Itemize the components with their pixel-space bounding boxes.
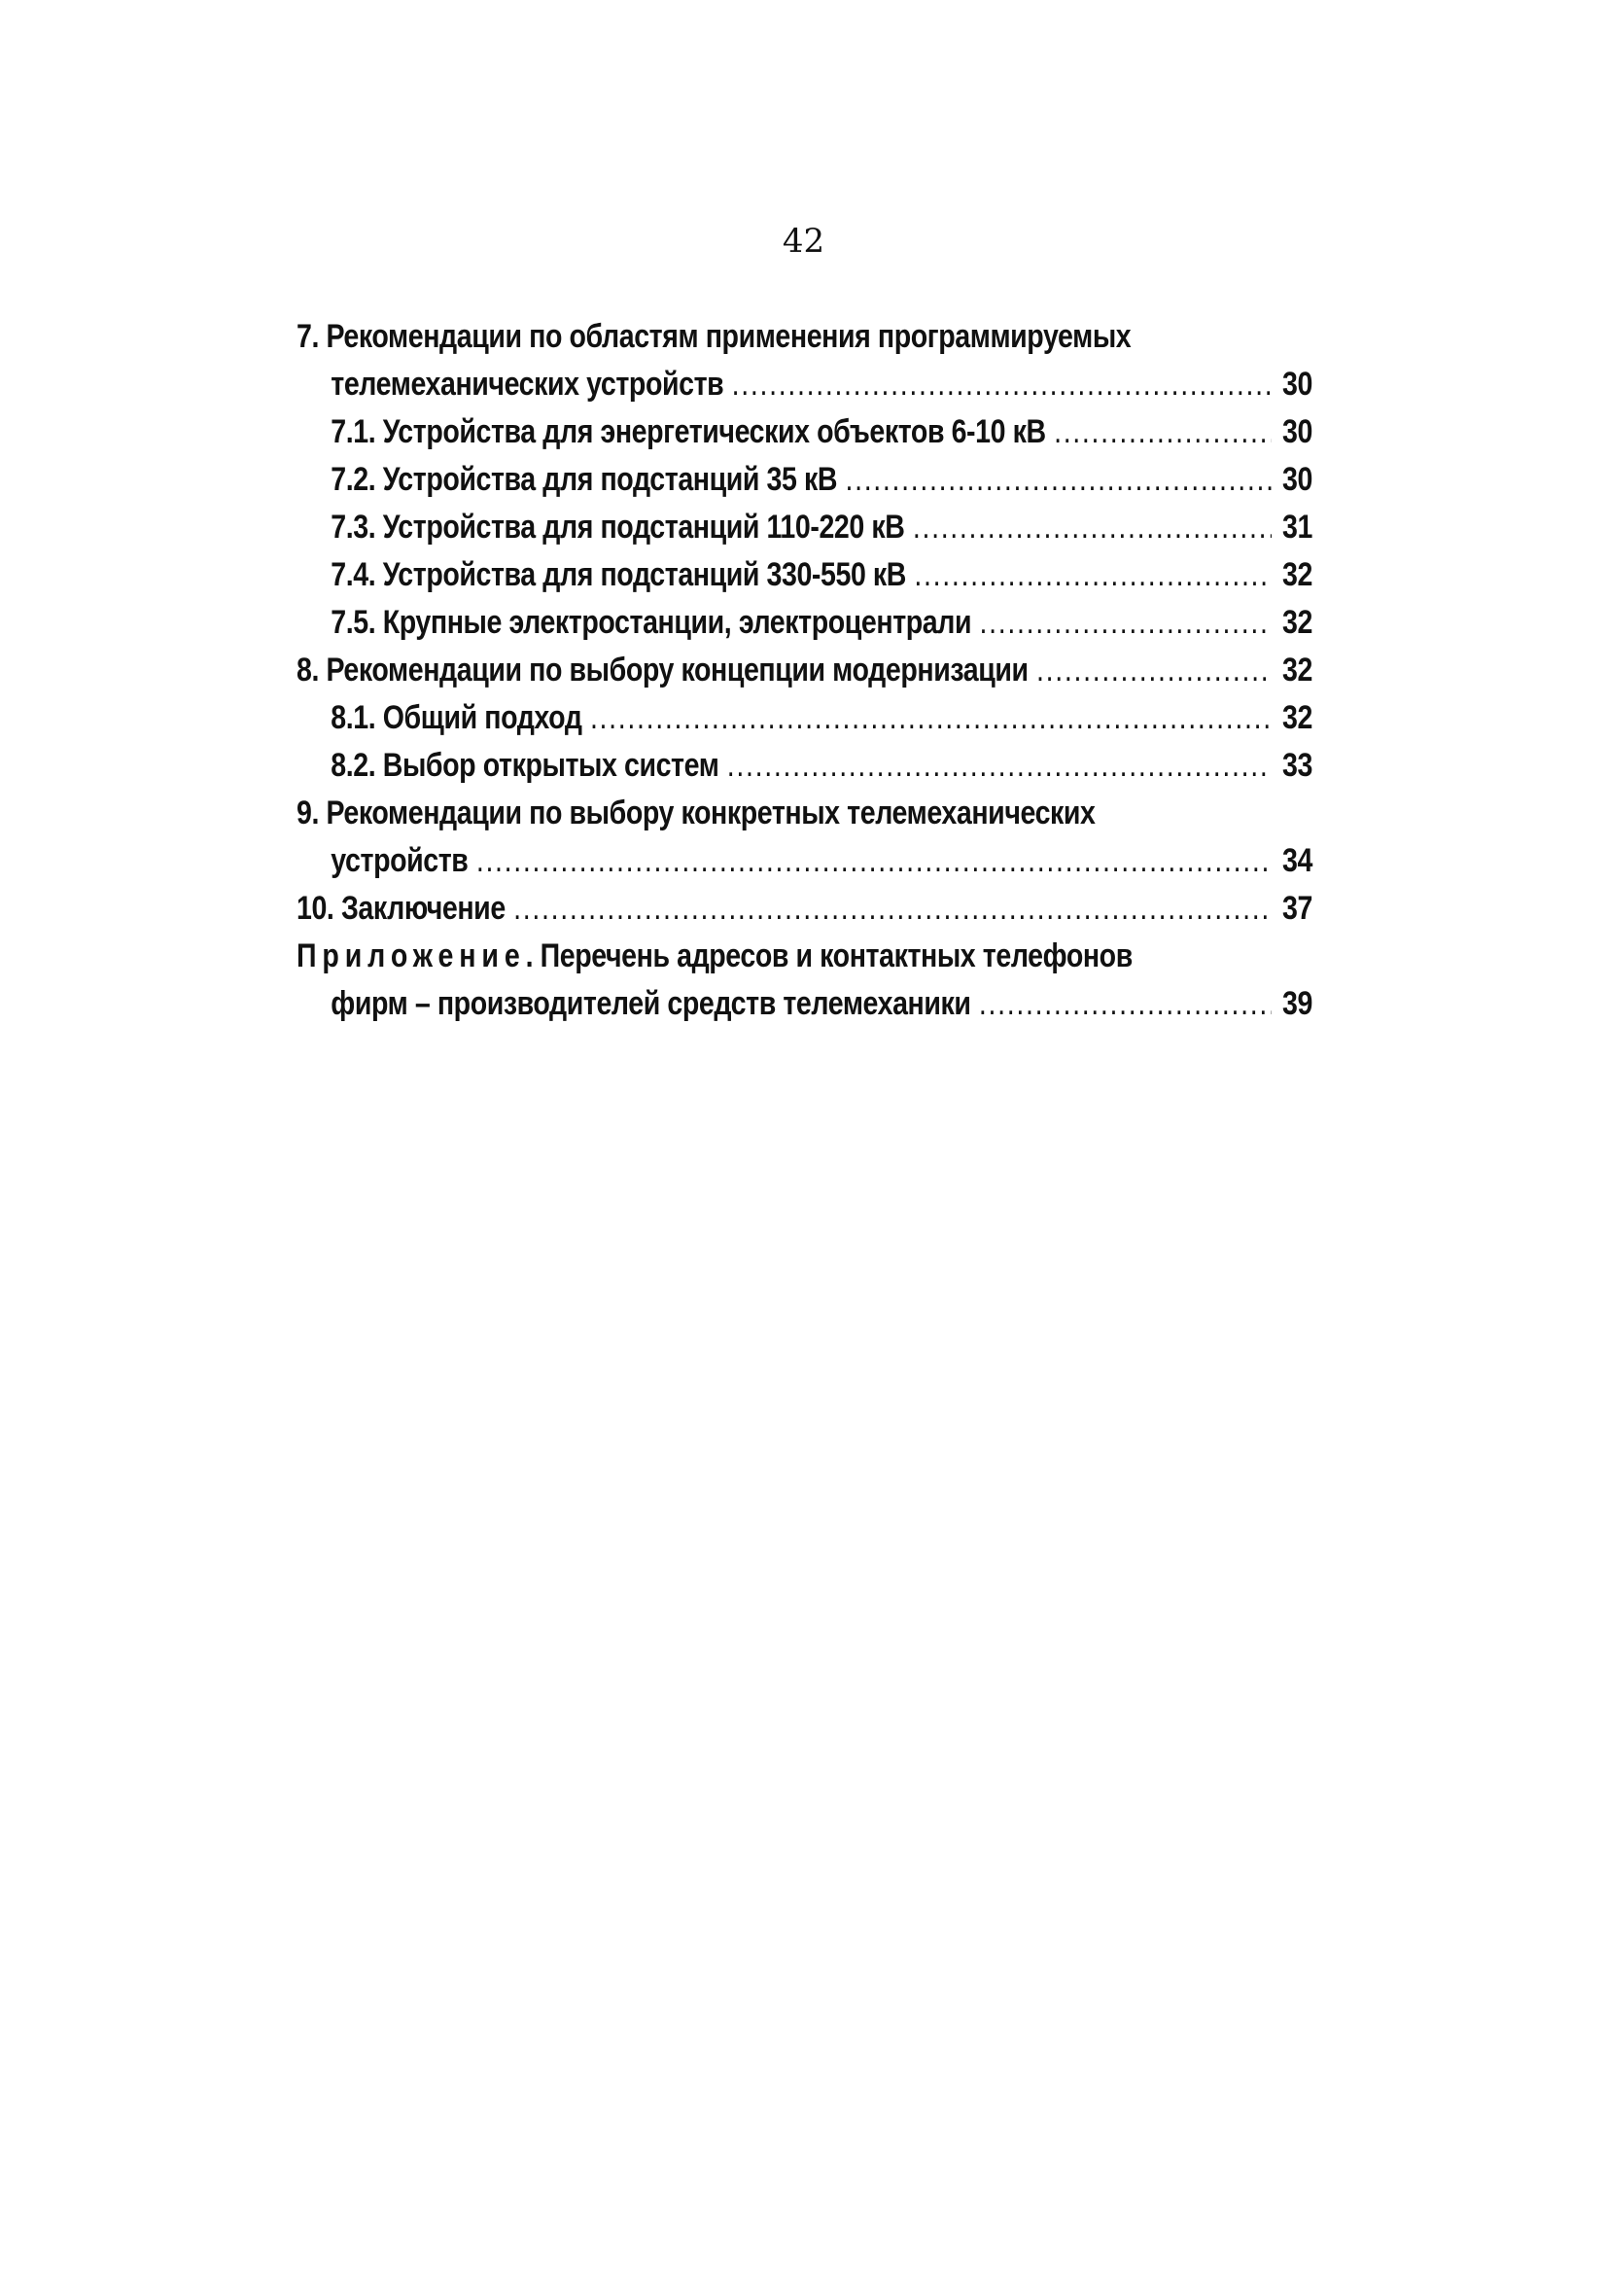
dot-leader xyxy=(980,599,1272,647)
toc-entry-title: 10. Заключение xyxy=(297,890,506,927)
dot-leader xyxy=(590,694,1272,742)
toc-entry-title: 8.2. Выбор открытых систем xyxy=(331,747,719,784)
toc-entry-9-line2 xyxy=(297,837,1312,885)
toc-page-number: 30 xyxy=(1282,461,1312,498)
toc-entry-7-line2 xyxy=(297,361,1312,408)
toc-entry-title xyxy=(297,933,1133,980)
toc-page-number: 32 xyxy=(1282,652,1312,689)
toc-entry-7-5 xyxy=(297,599,1312,647)
toc-entry-title: 8.1. Общий подход xyxy=(331,699,582,736)
toc-entry-title: 7.2. Устройства для подстанций 35 кВ xyxy=(331,461,838,498)
table-of-contents xyxy=(297,313,1312,1028)
toc-page-number: 33 xyxy=(1282,747,1312,784)
dot-leader xyxy=(476,837,1272,885)
toc-entry-7-1 xyxy=(297,408,1312,456)
page-number: 42 xyxy=(782,222,825,261)
dot-leader xyxy=(845,456,1271,504)
toc-entry-title: 8. Рекомендации по выбору концепции модернизации xyxy=(297,652,1029,689)
dot-leader xyxy=(1054,408,1272,456)
appendix-title: . Перечень адресов и контактных телефонов xyxy=(525,937,1133,974)
dot-leader xyxy=(727,742,1272,790)
dot-leader xyxy=(914,551,1272,599)
dot-leader xyxy=(913,504,1272,551)
appendix-label: Приложение xyxy=(297,937,526,974)
toc-entry-8-1 xyxy=(297,694,1312,742)
toc-entry-title: 7.5. Крупные электростанции, электроцентрали xyxy=(331,604,972,641)
toc-entry-title: 7.4. Устройства для подстанций 330-550 кВ xyxy=(331,556,907,593)
toc-entry-7-3 xyxy=(297,504,1312,551)
toc-entry-title: фирм – производителей средств телемеханики xyxy=(331,985,971,1022)
toc-page-number: 32 xyxy=(1282,699,1312,736)
dot-leader xyxy=(513,885,1272,933)
toc-page-number: 31 xyxy=(1282,509,1312,546)
toc-entry-title: 7. Рекомендации по областям применения программируемых xyxy=(297,318,1132,355)
toc-page-number: 30 xyxy=(1282,413,1312,450)
toc-entry-appendix-line1 xyxy=(297,933,1312,980)
toc-page-number: 34 xyxy=(1282,842,1312,879)
toc-page-number: 37 xyxy=(1282,890,1312,927)
toc-entry-title: 7.1. Устройства для энергетических объектов 6-10 кВ xyxy=(331,413,1046,450)
toc-entry-8-2 xyxy=(297,742,1312,790)
toc-page-number: 32 xyxy=(1282,604,1312,641)
toc-entry-title: 7.3. Устройства для подстанций 110-220 кВ xyxy=(331,509,905,546)
toc-entry-7-4 xyxy=(297,551,1312,599)
toc-page-number: 39 xyxy=(1282,985,1312,1022)
dot-leader xyxy=(732,361,1272,408)
toc-entry-appendix-line2 xyxy=(297,980,1312,1028)
toc-entry-7-2 xyxy=(297,456,1312,504)
dot-leader xyxy=(979,980,1272,1028)
toc-page-number: 30 xyxy=(1282,366,1312,403)
toc-entry-8 xyxy=(297,647,1312,694)
toc-entry-title: 9. Рекомендации по выбору конкретных телемеханических xyxy=(297,795,1096,831)
toc-entry-title: устройств xyxy=(331,842,469,879)
dot-leader xyxy=(1036,647,1272,694)
toc-page-number: 32 xyxy=(1282,556,1312,593)
toc-entry-10 xyxy=(297,885,1312,933)
toc-entry-7-line1 xyxy=(297,313,1312,361)
toc-entry-title: телемеханических устройств xyxy=(331,366,724,403)
toc-entry-9-line1 xyxy=(297,790,1312,837)
